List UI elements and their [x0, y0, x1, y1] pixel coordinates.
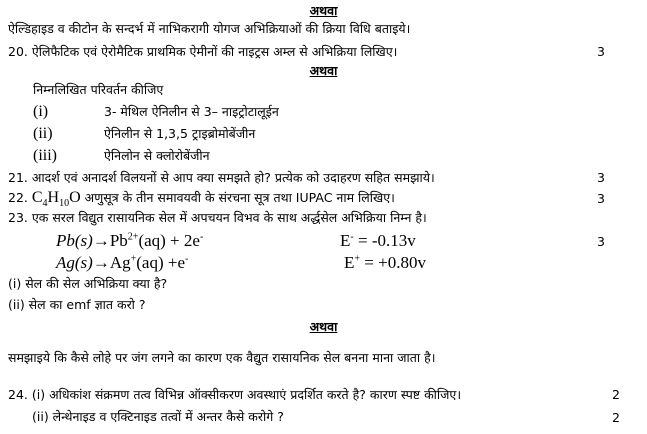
heading-athva: अथवा — [309, 63, 338, 78]
question-text: आदर्श एवं अनादर्श विलयनों से आप क्या समझते हो? प्रत्येक को उदाहरण सहित समझाये। — [31, 170, 435, 185]
molecular-formula: $C_4H_{10}O$ — [31, 189, 81, 210]
marks-21: 3 — [597, 170, 605, 185]
marks-24-i: 2 — [612, 387, 620, 402]
question-24-part-i — [8, 387, 461, 403]
conversion-text: ऐनिलीन से 1,3,5 ट्राइब्रोमोबेंजीन — [104, 126, 256, 141]
question-text: ऐलिफैटिक एवं ऐरोमैटिक प्राथमिक ऐमीनों की नाइट्रस अम्ल से अभिक्रिया लिखिए। — [31, 44, 398, 59]
question-number: 22. — [8, 190, 28, 205]
half-reaction-ag: Ag(s)→Ag+(aq) +e- — [56, 253, 189, 272]
sub-question-ii: (ii) सेल का emf ज्ञात करो ? — [8, 297, 146, 312]
conversion-label: (iii) — [33, 147, 57, 164]
conversion-intro: निम्नलिखित परिवर्तन कीजिए — [33, 82, 164, 97]
question-24-part-ii: (ii) लेन्थेनाइड व एक्टिनाइड तत्वों में अन्तर कैसे करोगे ? — [32, 409, 284, 424]
heading-athva: अथवा — [309, 319, 338, 334]
conversion-text: ऐनिलोन से क्लोरोबेंजीन — [104, 148, 210, 163]
question-line-rust: समझाइये कि कैसे लोहे पर जंग लगने का कारण एक वैद्युत रासायनिक सेल बनना माना जाता है। — [8, 350, 436, 365]
question-number: 21. — [8, 170, 28, 185]
heading-athva: अथवा — [309, 3, 338, 18]
marks-24-ii: 2 — [612, 410, 620, 425]
question-number: 24. — [8, 387, 28, 402]
potential-ag: E+ = +0.80v — [344, 253, 426, 272]
marks-22: 3 — [597, 191, 605, 206]
marks-23: 3 — [597, 234, 605, 249]
question-number: 20. — [8, 44, 28, 59]
conversion-label: (ii) — [33, 125, 53, 142]
question-text: अणुसूत्र के तीन समावयवी के संरचना सूत्र तथा IUPAC नाम लिखिए। — [84, 190, 395, 205]
conversion-text: 3- मेथिल ऐनिलीन से 3– नाइट्रोटालूईन — [104, 104, 279, 119]
half-reaction-pb: $Pb(s)\to Pb^{2+}(aq) + 2e^-$ — [56, 231, 204, 250]
potential-pb: E- = -0.13v — [340, 231, 416, 250]
question-text: एक सरल विद्युत रासायनिक सेल में अपचयन विभव के साथ अर्द्धसेल अभिक्रिया निम्न है। — [31, 210, 427, 225]
question-22 — [8, 189, 395, 210]
question-line-aldehyde: ऐल्डिहाइड व कीटोन के सन्दर्भ में नाभिकरागी योगज अभिक्रियाओं की क्रिया विधि बताइये। — [8, 21, 411, 36]
question-number: 23. — [8, 210, 28, 225]
question-21 — [8, 170, 435, 186]
marks-20: 3 — [597, 44, 605, 59]
question-text: (i) अधिकांश संक्रमण तत्व विभिन्न ऑक्सीकरण अवस्थाएं प्रदर्शित करते है? कारण स्पष्ट कीजिए। — [31, 387, 462, 402]
conversion-label: (i) — [33, 103, 49, 120]
question-20 — [8, 44, 397, 60]
conversion-item — [33, 126, 53, 142]
conversion-item — [33, 148, 57, 164]
question-23 — [8, 210, 427, 226]
conversion-item — [33, 104, 48, 120]
sub-question-i: (i) सेल की सेल अभिक्रिया क्या है? — [8, 276, 168, 291]
